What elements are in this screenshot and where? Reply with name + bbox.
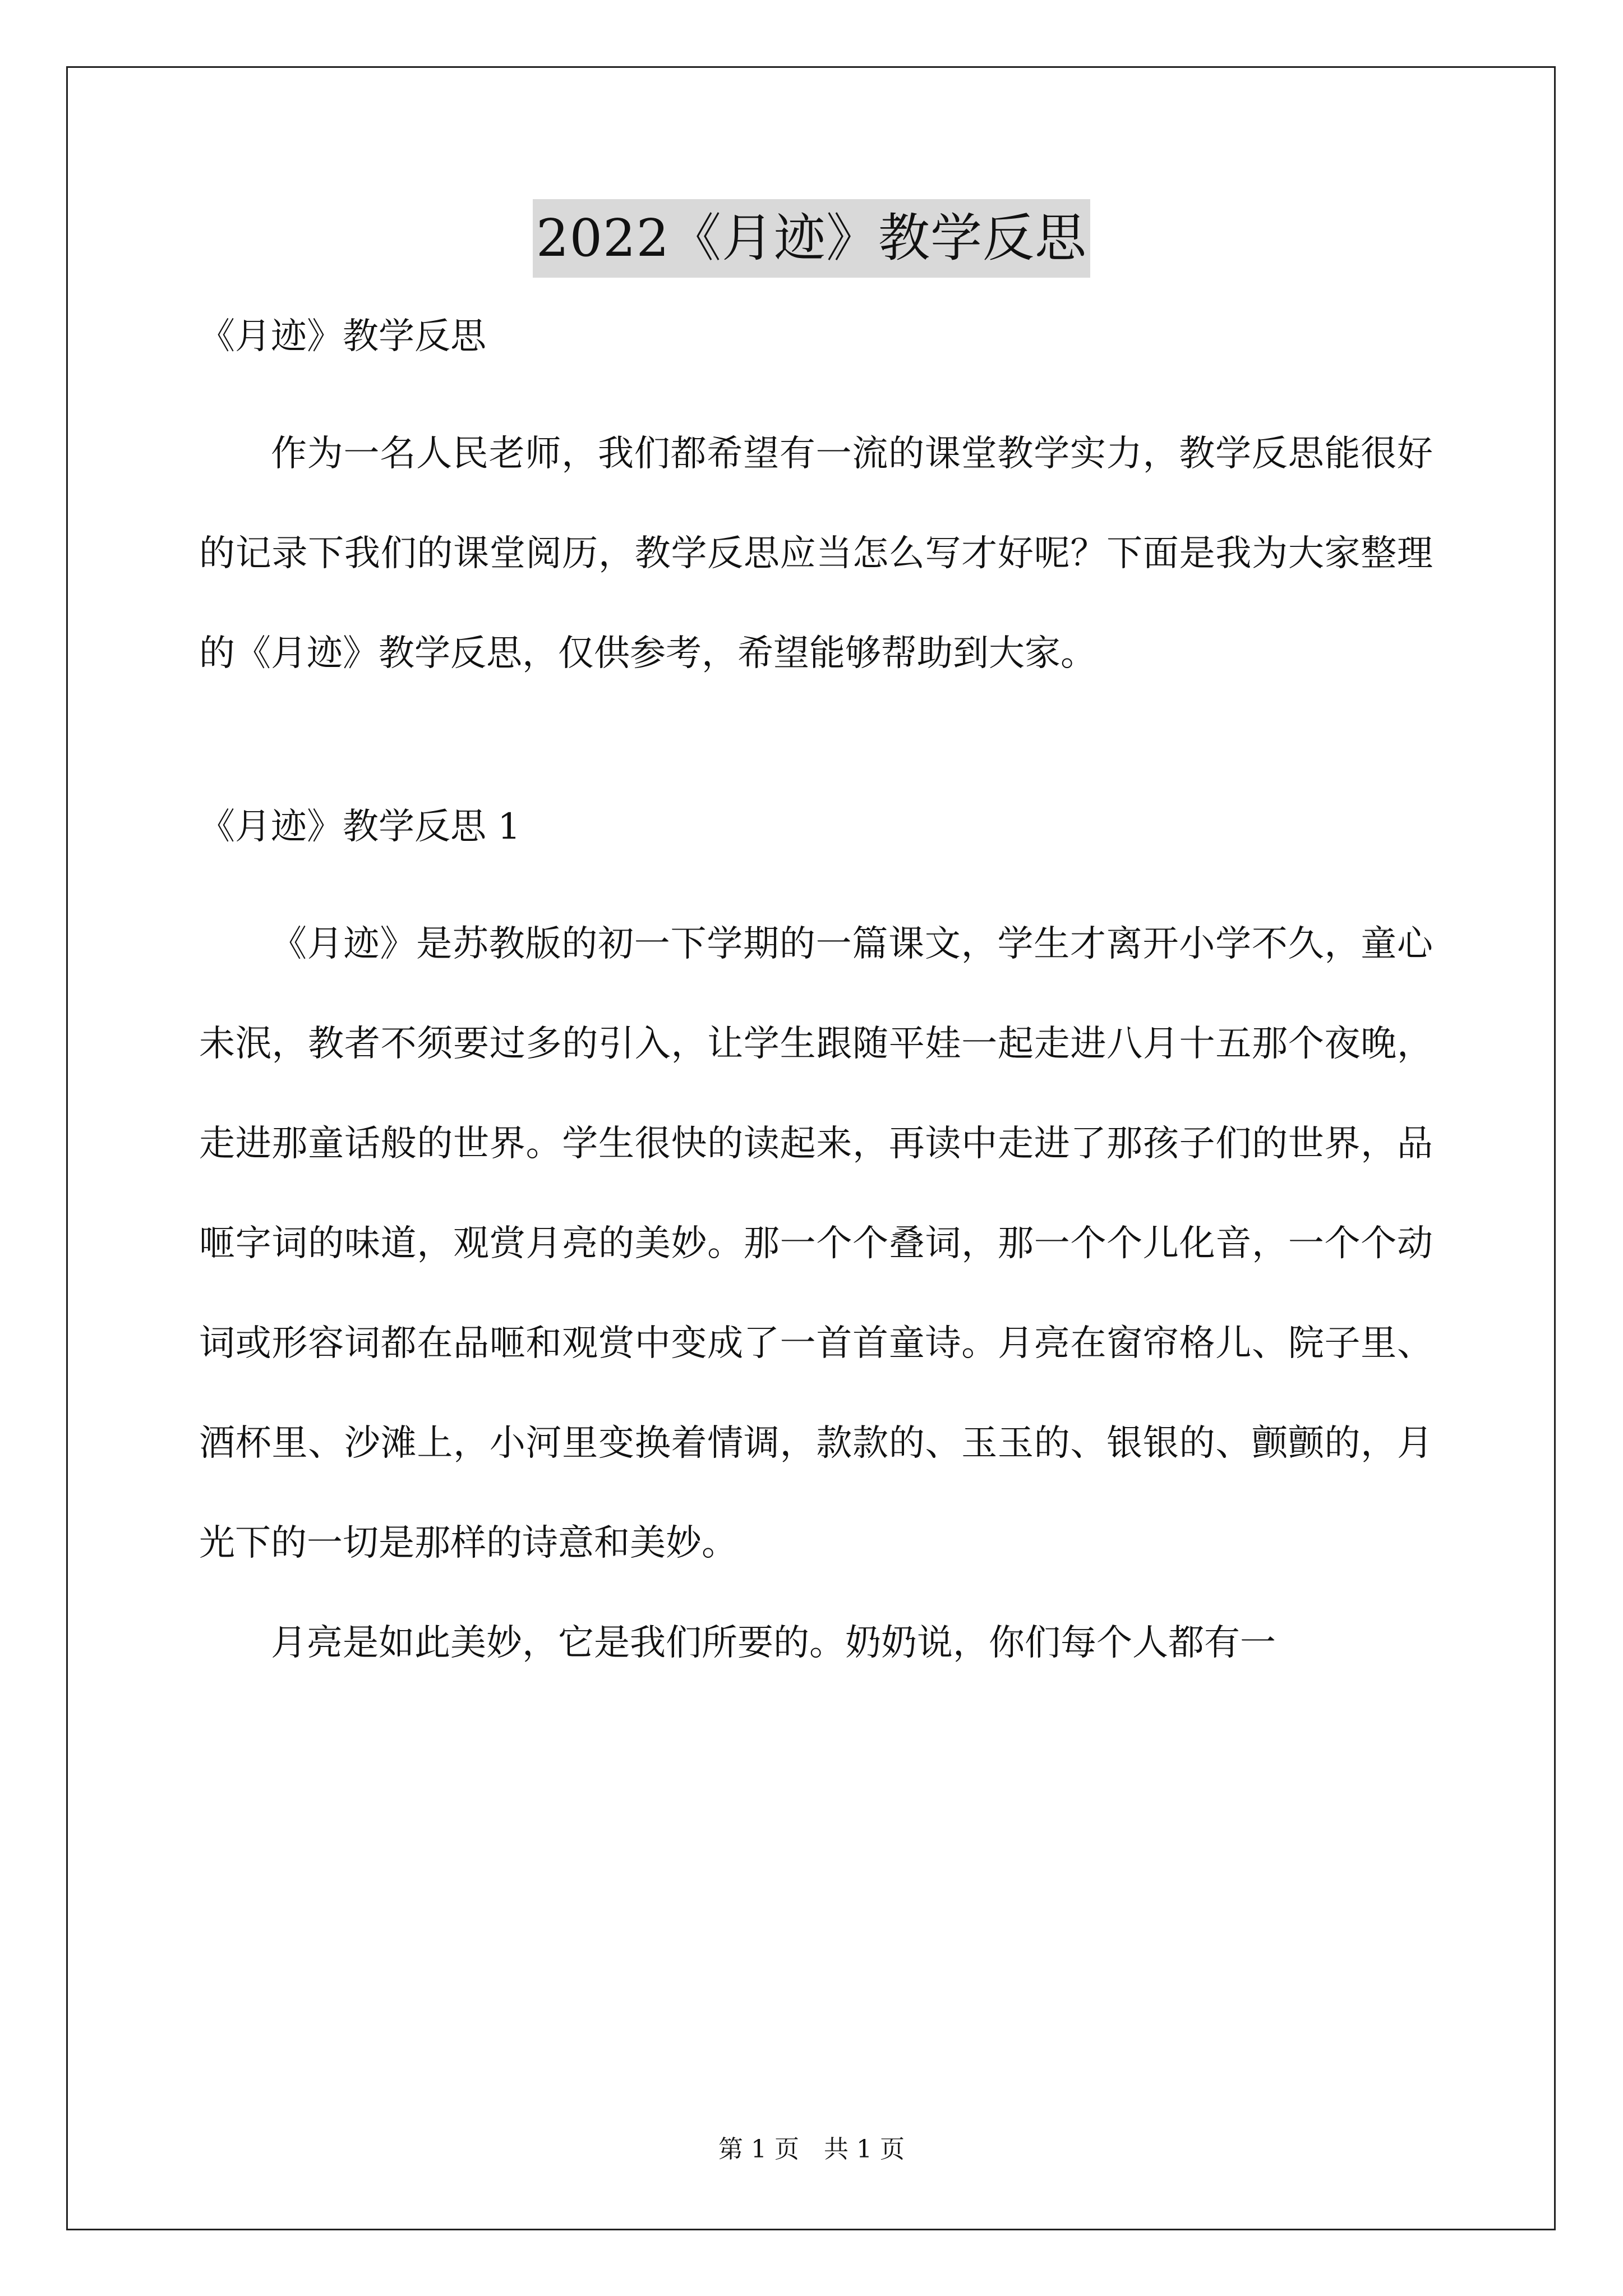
section-heading-intro: 《月迹》教学反思 <box>199 316 486 357</box>
intro-paragraph: 作为一名人民老师，我们都希望有一流的课堂教学实力，教学反思能很好的记录下我们的课堂阅历，教学反思应当怎么写才好呢？下面是我为大家整理的《月迹》教学反思，仅供参考，希望能够帮助到大家。 <box>199 433 1433 674</box>
title-container <box>0 199 1623 278</box>
spacer <box>199 703 1433 804</box>
spacer <box>199 849 1433 894</box>
spacer <box>199 359 1433 404</box>
page-footer: 第 1 页 共 1 页 <box>718 2135 905 2164</box>
body-paragraph: 月亮是如此美妙，它是我们所要的。奶奶说，你们每个人都有一 <box>271 1622 1276 1664</box>
body-paragraph: 《月迹》是苏教版的初一下学期的一篇课文，学生才离开小学不久，童心未泯，教者不须要过多的引入，让学生跟随平娃一起走进八月十五那个夜晚，走进那童话般的世界。学生很快的读起来，再读中走进了那孩子们的世界，品咂字词的味道，观赏月亮的美妙。那一个个叠词，那一个个儿化音，一个个动词或形容词都在品咂和观赏中变成了一首首童诗。月亮在窗帘格儿、院子里、酒杯里、沙滩上，小河里变换着情调，款款的、玉玉的、银银的、颤颤的，月光下的一切是那样的诗意和美妙。 <box>199 923 1433 1564</box>
document-body <box>199 314 1433 1693</box>
section-heading-1: 《月迹》教学反思 1 <box>199 806 521 848</box>
document-title: 2022《月迹》教学反思 <box>533 199 1090 278</box>
